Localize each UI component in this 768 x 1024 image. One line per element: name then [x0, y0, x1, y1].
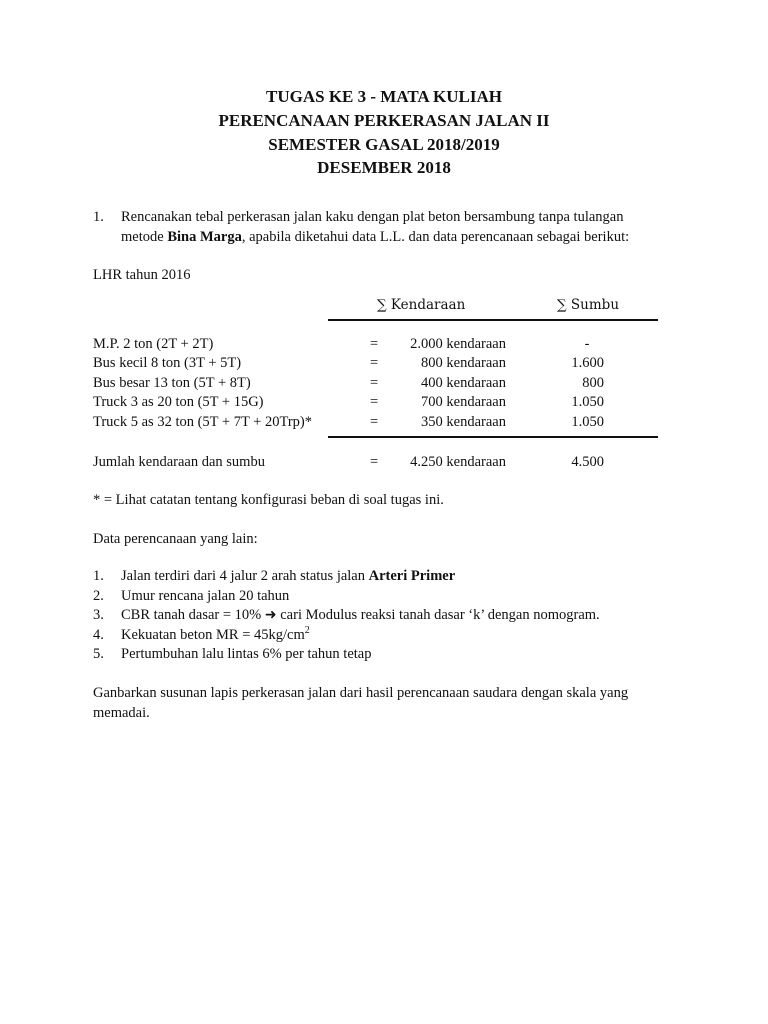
header-kendaraan: ∑ Kendaraan: [377, 297, 466, 313]
row-vehicle: Bus kecil 8 ton (3T + 5T): [93, 355, 242, 371]
row-vehicle: Bus besar 13 ton (5T + 8T): [93, 375, 251, 391]
row-kendaraan: 700 kendaraan: [421, 394, 506, 410]
row-sumbu: 1.050: [571, 414, 604, 430]
list-number: 4.: [93, 627, 104, 643]
list-text: Umur rencana jalan 20 tahun: [121, 588, 290, 604]
row-vehicle: Truck 5 as 32 ton (5T + 7T + 20Trp)*: [93, 414, 312, 430]
list-text: Pertumbuhan lalu lintas 6% per tahun tetap: [121, 646, 372, 662]
header-sumbu: ∑ Sumbu: [557, 297, 620, 313]
list-number: 2.: [93, 588, 104, 604]
row-equals: =: [370, 394, 379, 410]
list-number: 1.: [93, 568, 104, 584]
total-label: Jumlah kendaraan dan sumbu: [93, 454, 265, 470]
row-sumbu: 1.050: [571, 394, 604, 410]
row-kendaraan: 400 kendaraan: [421, 375, 506, 391]
title-line-4: DESEMBER 2018: [317, 158, 451, 177]
data-label: Data perencanaan yang lain:: [93, 531, 258, 547]
row-vehicle: M.P. 2 ton (2T + 2T): [93, 336, 214, 352]
lhr-label: LHR tahun 2016: [93, 267, 191, 283]
row-equals: =: [370, 336, 379, 352]
row-sumbu: 800: [582, 375, 604, 391]
closing-line-1: Ganbarkan susunan lapis perkerasan jalan dari hasil perencanaan saudara dengan skala yang: [93, 685, 629, 701]
question-line-2: metode Bina Marga, apabila diketahui data L.L. dan data perencanaan sebagai berikut:: [121, 229, 630, 245]
row-equals: =: [370, 355, 379, 371]
list-text: Kekuatan beton MR = $45kg/cm^2$: [121, 625, 310, 643]
closing-line-2: memadai.: [93, 705, 150, 721]
row-sumbu: -: [584, 336, 590, 352]
footnote: * = Lihat catatan tentang konfigurasi beban di soal tugas ini.: [93, 492, 444, 508]
total-kendaraan: 4.250 kendaraan: [410, 454, 506, 470]
row-equals: =: [370, 375, 379, 391]
arrow-right-icon: ➜: [264, 607, 277, 623]
title-line-3: SEMESTER GASAL 2018/2019: [268, 135, 500, 154]
title-line-1: TUGAS KE 3 - MATA KULIAH: [266, 87, 502, 106]
row-equals: =: [370, 414, 379, 430]
row-kendaraan: 800 kendaraan: [421, 355, 506, 371]
list-number: 5.: [93, 646, 104, 662]
question-line-1: Rencanakan tebal perkerasan jalan kaku dengan plat beton bersambung tanpa tulangan: [121, 209, 624, 225]
list-number: 3.: [93, 607, 104, 623]
row-sumbu: 1.600: [571, 355, 604, 371]
row-kendaraan: 2.000 kendaraan: [410, 336, 506, 352]
row-vehicle: Truck 3 as 20 ton (5T + 15G): [93, 394, 264, 410]
method-name: Bina Marga: [167, 229, 242, 245]
list-text: CBR tanah dasar = 10% ➜ cari Modulus reaksi tanah dasar ‘k’ dengan nomogram.: [121, 607, 600, 623]
row-kendaraan: 350 kendaraan: [421, 414, 506, 430]
title-line-2: PERENCANAAN PERKERASAN JALAN II: [218, 111, 550, 130]
list-text: Jalan terdiri dari 4 jalur 2 arah status jalan Arteri Primer: [121, 568, 456, 584]
total-sumbu: 4.500: [571, 454, 604, 470]
table-bottom-rule: [328, 436, 658, 438]
question-number: 1.: [93, 209, 104, 225]
status-jalan: Arteri Primer: [368, 568, 456, 584]
table-top-rule: [328, 319, 658, 321]
total-equals: =: [370, 454, 379, 470]
